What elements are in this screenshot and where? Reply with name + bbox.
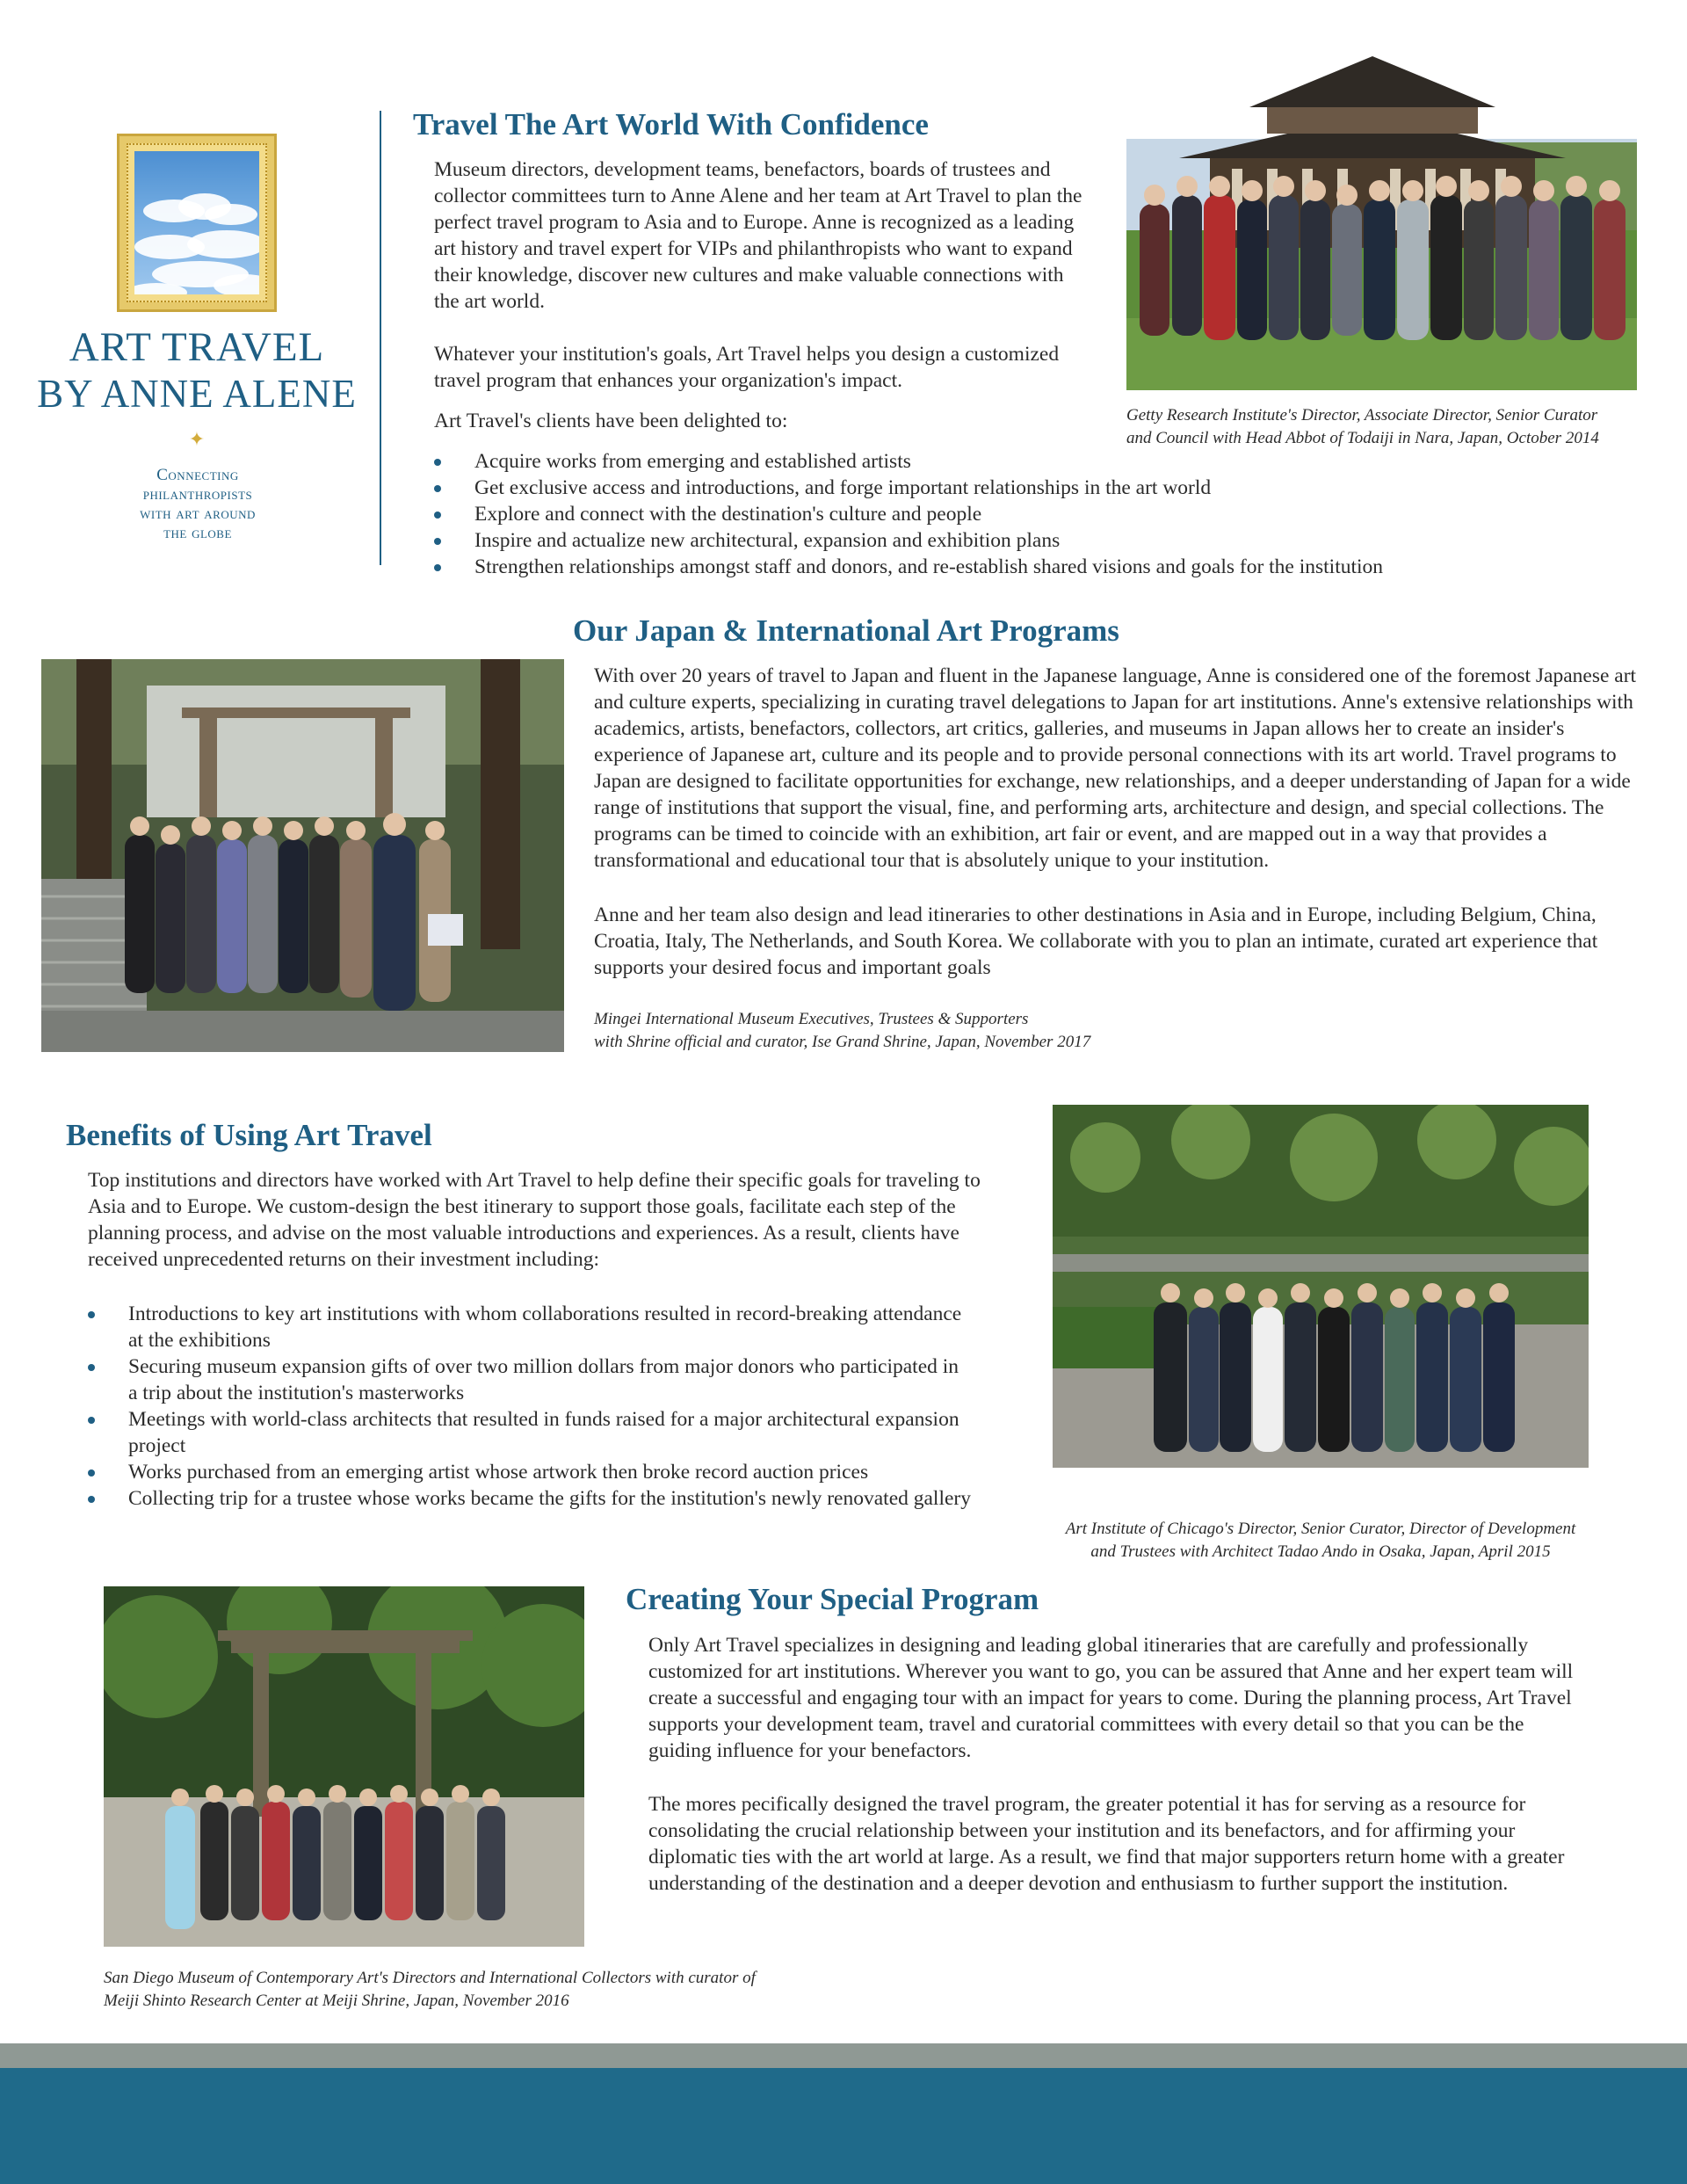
list-item: Introductions to key art institutions with whom collaborations resulted in record-breaking attendance at the exhibitions xyxy=(88,1301,972,1353)
section2-para2: Anne and her team also design and lead itineraries to other destinations in Asia and in Europe, including Belgium, China, Croatia, Italy, The Netherlands, and South Korea. We collaborate with you to plan an intimate, curated art experience that supports your desired focus and important goals xyxy=(594,903,1598,979)
footer-strip xyxy=(0,2043,1687,2068)
section4-caption-line1: San Diego Museum of Contemporary Art's Directors and International Collectors with curator of xyxy=(104,1969,756,1987)
logo-tagline-4: the globe xyxy=(163,524,232,542)
section2-heading: Our Japan & International Art Programs xyxy=(573,613,1119,648)
list-item: Inspire and actualize new architectural, expansion and exhibition plans xyxy=(434,527,1576,554)
ise-shrine-group-photo xyxy=(41,659,564,1052)
todaiji-group-photo xyxy=(1126,54,1637,390)
logo-tagline-2: philanthropists xyxy=(142,485,253,504)
logo-tagline-3: with art around xyxy=(140,504,256,523)
meiji-shrine-group-photo xyxy=(104,1586,584,1947)
list-item: Works purchased from an emerging artist whose artwork then broke record auction prices xyxy=(88,1459,1019,1485)
section1-heading: Travel The Art World With Confidence xyxy=(413,107,929,141)
list-item: Get exclusive access and introductions, and forge important relationships in the art world xyxy=(434,475,1576,501)
section3-para1: Top institutions and directors have worked with Art Travel to help define their specific goals for traveling to Asia and to Europe. We custom-design the best itinerary to support those goals, facilitate each step of the planning process, and advise on the most valuable introductions and experiences. As a result, clients have received unprecedented returns on their investment including: xyxy=(88,1169,981,1271)
list-item: Explore and connect with the destination's culture and people xyxy=(434,501,1576,527)
section1-para1: Museum directors, development teams, benefactors, boards of trustees and collector committees turn to Anne Alene and her team at Art Travel to plan the perfect travel program to Asia and to Europe. Anne is recognized as a leading art history and travel expert for VIPs and philanthropists who want to expand their knowledge, discover new cultures and make valuable connections with the art world. xyxy=(434,158,1082,313)
section4-heading: Creating Your Special Program xyxy=(626,1582,1039,1616)
osaka-group-photo xyxy=(1053,1105,1589,1468)
section3-caption-line2: and Trustees with Architect Tadao Ando in Osaka, Japan, April 2015 xyxy=(1090,1542,1551,1561)
section1-caption-line2: and Council with Head Abbot of Todaiji in Nara, Japan, October 2014 xyxy=(1126,429,1599,447)
list-item: Collecting trip for a trustee whose works became the gifts for the institution's newly renovated gallery xyxy=(88,1485,1019,1512)
list-item: Securing museum expansion gifts of over two million dollars from major donors who participated in a trip about the institution's masterworks xyxy=(88,1353,972,1406)
logo-tagline-1: Connecting xyxy=(156,466,239,484)
section3-caption-line1: Art Institute of Chicago's Director, Senior Curator, Director of Development xyxy=(1065,1520,1576,1538)
section4-caption-line2: Meiji Shinto Research Center at Meiji Shrine, Japan, November 2016 xyxy=(104,1992,569,2010)
section2-caption-line1: Mingei International Museum Executives, Trustees & Supporters xyxy=(594,1010,1029,1028)
logo-title-line2: BY ANNE ALENE xyxy=(37,372,357,416)
logo-frame xyxy=(117,134,277,312)
section3-bullet-list xyxy=(88,1301,1019,1512)
section1-caption-line1: Getty Research Institute's Director, Associate Director, Senior Curator xyxy=(1126,406,1598,424)
section4-para1: Only Art Travel specializes in designing and leading global itineraries that are carefully and professionally customized for art institutions. Wherever you want to go, you can be assured that Anne and her expert team will create a successful and engaging tour with an impact for years to come. During the planning process, Art Travel supports your development team, travel and curatorial committees with every detail so that you can be the guiding influence for your benefactors. xyxy=(648,1634,1574,1762)
vertical-divider xyxy=(380,111,381,565)
section1-intro: Art Travel's clients have been delighted to: xyxy=(434,410,788,432)
section4-para2: The mores pecifically designed the travel program, the greater potential it has for serving as a resource for consolidating the crucial relationship between your institution and its benefactors, and for affirming your diplomatic ties with the art world at large. As a result, we find that major supporters return home with a greater understanding of the destination and a deeper devotion and enthusiasm to further support the institution. xyxy=(648,1793,1565,1895)
logo-title-line1: ART TRAVEL xyxy=(69,324,325,370)
list-item: Meetings with world-class architects that resulted in funds raised for a major architectural expansion project xyxy=(88,1406,972,1459)
list-item: Acquire works from emerging and established artists xyxy=(434,448,1576,475)
list-item: Strengthen relationships amongst staff and donors, and re-establish shared visions and goals for the institution xyxy=(434,554,1576,580)
footer-band xyxy=(0,2068,1687,2184)
star-icon: ✦ xyxy=(188,429,206,451)
section2-caption-line2: with Shrine official and curator, Ise Grand Shrine, Japan, November 2017 xyxy=(594,1033,1091,1051)
section3-heading: Benefits of Using Art Travel xyxy=(66,1118,432,1152)
section1-para2: Whatever your institution's goals, Art Travel helps you design a customized travel program that enhances your organization's impact. xyxy=(434,343,1060,392)
sky-clouds-image xyxy=(134,151,259,294)
section1-bullet-list xyxy=(434,448,1576,580)
section2-para1: With over 20 years of travel to Japan and fluent in the Japanese language, Anne is considered one of the foremost Japanese art and culture experts, specializing in curating travel delegations to Japan for art institutions. Anne's extensive relationships with academics, artists, benefactors, collectors, art critics, galleries, and museums in Japan allows her to create an insider's experience of Japanese art, culture and its people and to provide personal connections with its art world. Travel programs to Japan are designed to facilitate opportunities for exchange, new relationships, and a deeper understanding of Japan for a wide range of institutions that support the visual, fine, and performing arts, architecture and design, and special collections. The programs can be timed to coincide with an exhibition, art fair or event, and are mapped out in a way that provides a transformational and educational tour that is absolutely unique to your institution. xyxy=(594,664,1637,872)
